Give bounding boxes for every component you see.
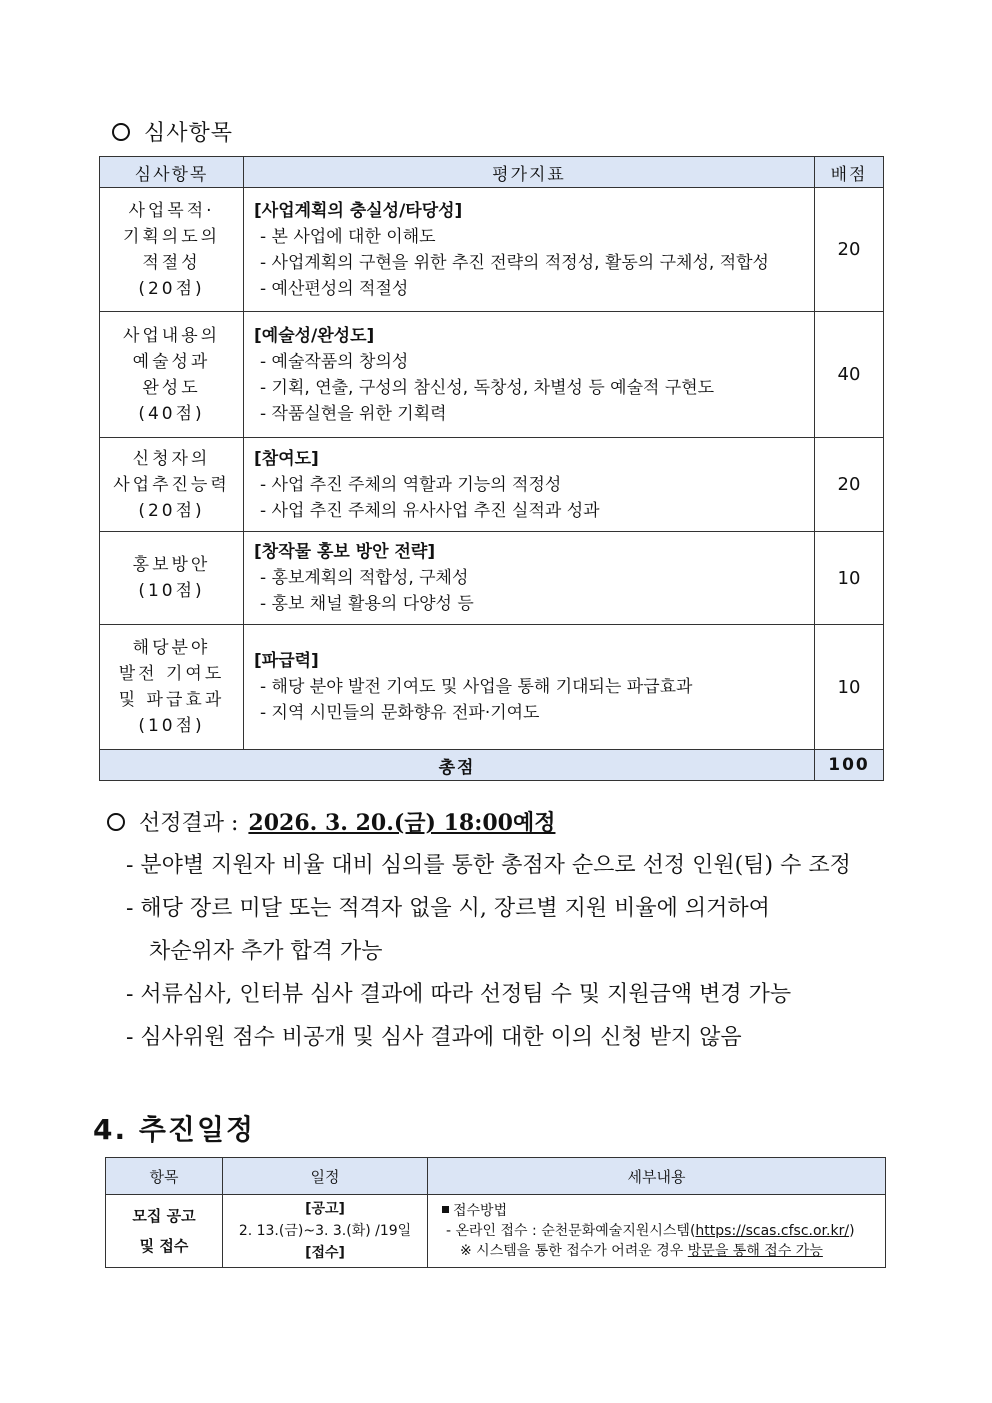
schedule-item: 모집 공고 및 접수 — [106, 1195, 223, 1268]
criteria-category: 사업목적· 기획의도의 적절성 (20점) — [100, 188, 244, 312]
criteria-row — [100, 532, 884, 625]
criteria-points: 40 — [815, 312, 884, 438]
schedule-header-row — [106, 1158, 886, 1195]
indicator-line: - 기획, 연출, 구성의 참신성, 독창성, 차별성 등 예술적 구현도 — [260, 377, 715, 398]
criteria-category: 사업내용의 예술성과 완성도 (40점) — [100, 312, 244, 438]
selection-date: 2026. 3. 20.(금) 18:00예정 — [248, 810, 556, 836]
indicator-title: [참여도] — [254, 448, 319, 469]
indicator-line: - 사업계획의 구현을 위한 추진 전략의 적정성, 활동의 구체성, 적합성 — [260, 252, 769, 273]
schedule-heading: 4. 추진일정 — [93, 1113, 256, 1146]
indicator-line: - 홍보 채널 활용의 다양성 등 — [260, 594, 474, 614]
total-row — [100, 750, 884, 781]
schedule-header-detail: 세부내용 — [428, 1158, 886, 1195]
indicator-title: [창작물 홍보 방안 전략] — [254, 542, 436, 562]
detail-line-visit: ※ 시스템을 통한 접수가 어려운 경우 방문을 통해 접수 가능 — [460, 1243, 823, 1259]
selection-bullet-4: - 심사위원 점수 비공개 및 심사 결과에 대한 이의 신청 받지 않음 — [126, 1025, 742, 1050]
selection-result — [107, 806, 555, 837]
indicator-line: - 예술작품의 창의성 — [260, 351, 409, 372]
square-bullet-icon — [442, 1206, 449, 1213]
indicator-line: - 홍보계획의 적합성, 구체성 — [260, 568, 469, 588]
indicator-title: [사업계획의 충실성/타당성] — [254, 200, 463, 221]
header-indicator: 평가지표 — [244, 157, 815, 188]
criteria-indicators — [244, 625, 815, 750]
schedule-table — [105, 1157, 886, 1268]
criteria-header-row — [100, 157, 884, 188]
indicator-line: - 사업 추진 주체의 역할과 기능의 적정성 — [260, 474, 562, 495]
schedule-header-period: 일정 — [223, 1158, 428, 1195]
criteria-category: 신청자의 사업추진능력 (20점) — [100, 438, 244, 532]
criteria-row — [100, 312, 884, 438]
criteria-category: 홍보방안 (10점) — [100, 532, 244, 625]
criteria-indicators — [244, 438, 815, 532]
header-points: 배점 — [815, 157, 884, 188]
criteria-row — [100, 188, 884, 312]
indicator-line: - 작품실현을 위한 기획력 — [260, 403, 447, 424]
criteria-indicators — [244, 312, 815, 438]
circle-bullet-icon — [107, 813, 125, 831]
selection-bullet-1: - 분야별 지원자 비율 대비 심의를 통한 총점자 순으로 선정 인원(팀) 수 조정 — [126, 853, 851, 878]
criteria-points: 10 — [815, 532, 884, 625]
circle-bullet-icon — [112, 123, 130, 141]
header-category: 심사항목 — [100, 157, 244, 188]
schedule-row — [106, 1195, 886, 1268]
indicator-title: [파급력] — [254, 651, 319, 671]
indicator-line: - 지역 시민들의 문화향유 전파·기여도 — [260, 703, 540, 723]
selection-label: 선정결과 : — [139, 811, 239, 836]
selection-bullet-3: - 서류심사, 인터뷰 심사 결과에 따라 선정팀 수 및 지원금액 변경 가능 — [126, 982, 792, 1007]
criteria-row — [100, 625, 884, 750]
detail-line-online: - 온라인 접수 : 순천문화예술지원시스템(https://scas.cfsc.or.kr/) — [446, 1223, 855, 1239]
criteria-points: 20 — [815, 438, 884, 532]
schedule-period: [공고] 2. 13.(금)~3. 3.(화) /19일 [접수] — [223, 1195, 428, 1268]
selection-bullet-2-cont: 차순위자 추가 합격 가능 — [149, 939, 383, 964]
selection-bullet-2: - 해당 장르 미달 또는 적격자 없을 시, 장르별 지원 비율에 의거하여 — [126, 896, 770, 921]
indicator-line: - 해당 분야 발전 기여도 및 사업을 통해 기대되는 파급효과 — [260, 677, 693, 697]
total-points: 100 — [815, 750, 884, 781]
criteria-points: 20 — [815, 188, 884, 312]
indicator-line: - 본 사업에 대한 이해도 — [260, 226, 436, 247]
criteria-table — [99, 156, 884, 781]
system-link[interactable]: https://scas.cfsc.or.kr/ — [695, 1223, 850, 1239]
schedule-detail — [428, 1195, 886, 1268]
indicator-line: - 예산편성의 적절성 — [260, 278, 409, 299]
schedule-header-item: 항목 — [106, 1158, 223, 1195]
detail-title: 접수방법 — [442, 1201, 871, 1221]
indicator-line: - 사업 추진 주체의 유사사업 추진 실적과 성과 — [260, 500, 600, 521]
criteria-points: 10 — [815, 625, 884, 750]
criteria-indicators — [244, 188, 815, 312]
total-label: 총점 — [100, 750, 815, 781]
criteria-category: 해당분야 발전 기여도 및 파급효과 (10점) — [100, 625, 244, 750]
indicator-title: [예술성/완성도] — [254, 325, 375, 346]
section-title-criteria: 심사항목 — [112, 116, 233, 147]
criteria-indicators — [244, 532, 815, 625]
criteria-row — [100, 438, 884, 532]
